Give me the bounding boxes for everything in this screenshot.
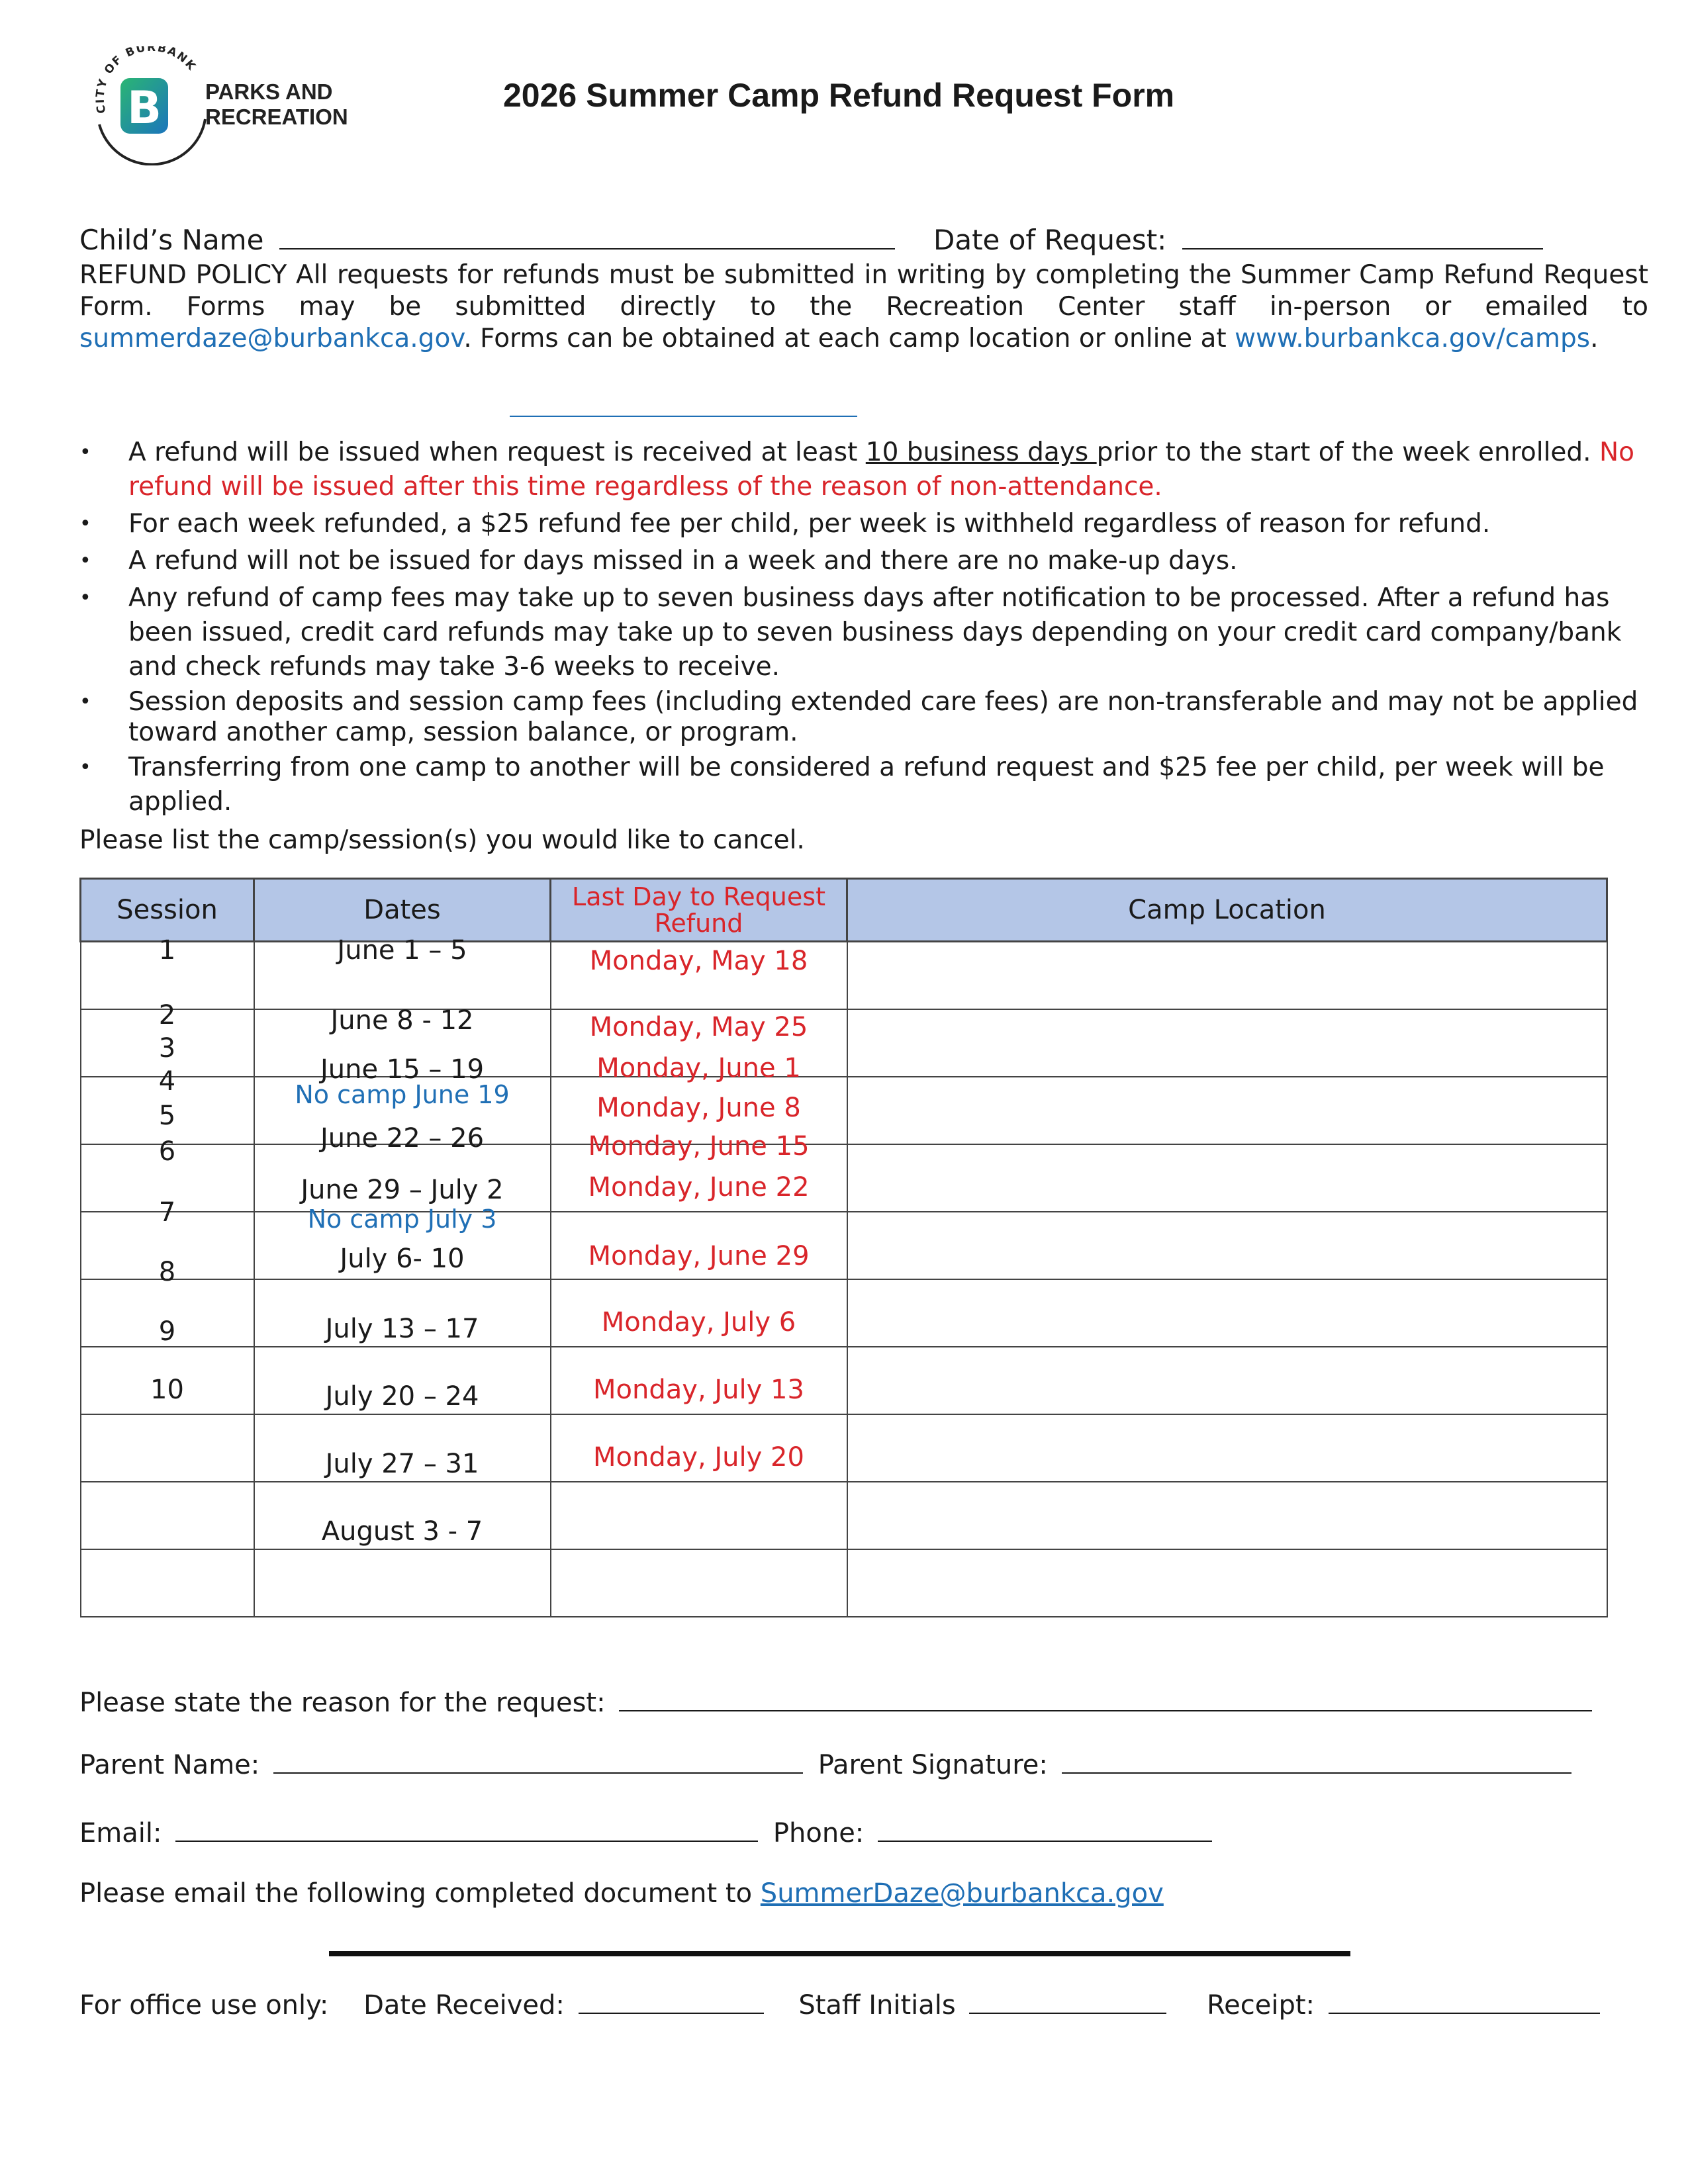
- org-line1: PARKS AND: [205, 79, 333, 104]
- last-day-header: Last Day to Request Refund: [551, 879, 847, 942]
- deadline-cell: [551, 1077, 847, 1161]
- date-of-request-input-line[interactable]: [1182, 224, 1543, 250]
- phone-label: Phone:: [773, 1818, 865, 1848]
- session-dates: July 27 – 31: [325, 1449, 479, 1479]
- session-cell[interactable]: [81, 1549, 254, 1617]
- reason-label: Please state the reason for the request:: [79, 1688, 606, 1718]
- session-cell[interactable]: [81, 1414, 254, 1482]
- table-row: [81, 1279, 1607, 1347]
- policy-text-2: . Forms can be obtained at each camp location or online at: [463, 324, 1235, 353]
- session-number: 6: [158, 1136, 176, 1167]
- camp-location-cell[interactable]: [847, 1549, 1607, 1617]
- bullet-item: • A refund will be issued when request is received at least 10 business days prior to the start of the week enrolled. No refund will be issued after this time regardless of the reason of non-attendance.: [79, 435, 1648, 504]
- phone-input-line[interactable]: [878, 1817, 1212, 1842]
- child-name-input-line[interactable]: [279, 224, 895, 250]
- deadline-cell: [551, 1347, 847, 1414]
- child-name-field[interactable]: [79, 224, 895, 256]
- contact-fields: [79, 1817, 1212, 1848]
- receipt-label: Receipt:: [1207, 1990, 1315, 2021]
- session-number: 8: [158, 1257, 176, 1287]
- no-camp-note: No camp June 19: [295, 1080, 510, 1109]
- no-refund-warning: No refund will be issued after this time regardless of the reason of non-attendance.: [128, 437, 1635, 502]
- location-header: Camp Location: [847, 879, 1607, 942]
- date-received-label: Date Received:: [363, 1990, 565, 2021]
- refund-deadline: Monday, July 6: [601, 1307, 796, 1338]
- policy-text-3: .: [1590, 324, 1599, 353]
- session-number: 1: [158, 935, 176, 966]
- deadline-cell[interactable]: [551, 1482, 847, 1549]
- receipt-input-line[interactable]: [1329, 1989, 1600, 2014]
- bullet-item: • Transferring from one camp to another will be considered a refund request and $25 fee per child, per week will be applied.: [79, 751, 1648, 819]
- divider: [329, 1951, 1350, 1956]
- refund-deadline: Monday, July 13: [593, 1375, 804, 1405]
- office-use-label: For office use only:: [79, 1990, 329, 2021]
- table-row: [81, 1482, 1607, 1549]
- bullet-item: • Any refund of camp fees may take up to seven business days after notification to be processed. After a refund has been issued, credit card refunds may take up to seven business days depending on your credit card company/bank and check refunds may take 3-6 weeks to receive.: [79, 581, 1648, 684]
- table-row: [81, 942, 1607, 1010]
- date-of-request-label: Date of Request:: [933, 224, 1167, 256]
- dates-cell: [254, 935, 551, 1010]
- table-row: [81, 1009, 1607, 1077]
- email-instruction-text: Please email the following completed document to: [79, 1878, 761, 1909]
- session-number: 4: [158, 1066, 176, 1097]
- session-number: 5: [158, 1101, 176, 1131]
- refund-policy-paragraph: [79, 259, 1648, 355]
- child-name-label: Child’s Name: [79, 224, 264, 256]
- camp-sessions-table: [79, 878, 1608, 1617]
- burbank-logo-icon: [79, 46, 357, 165]
- summerdaze-email-link[interactable]: SummerDaze@burbankca.gov: [760, 1878, 1164, 1909]
- date-of-request-field[interactable]: [933, 224, 1543, 256]
- page-title: 2026 Summer Camp Refund Request Form: [503, 77, 1175, 114]
- camp-location-cell[interactable]: [847, 1279, 1607, 1347]
- refund-deadline: Monday, June 22: [588, 1172, 810, 1203]
- staff-initials-input-line[interactable]: [969, 1989, 1166, 2014]
- refund-deadline: Monday, May 25: [589, 1012, 808, 1042]
- refund-deadline: Monday, June 29: [588, 1241, 810, 1271]
- email-input-line[interactable]: [175, 1817, 758, 1842]
- session-dates: June 1 – 5: [337, 935, 467, 966]
- dates-cell: [254, 1414, 551, 1482]
- camp-location-cell[interactable]: [847, 1212, 1607, 1279]
- dates-cell[interactable]: [254, 1549, 551, 1617]
- policy-text: REFUND POLICY All requests for refunds must be submitted in writing by completing the Summer Camp Refund Request Form. Forms may be submitted directly to the Recreation Center staff in-person or emailed to: [79, 260, 1648, 322]
- session-dates: July 6- 10: [340, 1244, 465, 1274]
- parent-signature-input-line[interactable]: [1062, 1749, 1571, 1774]
- session-number: 2: [158, 1000, 176, 1030]
- camp-location-cell[interactable]: [847, 1077, 1607, 1144]
- dates-cell: [254, 1005, 551, 1085]
- divider: [510, 416, 857, 417]
- city-logo: [79, 46, 357, 165]
- dates-cell: [254, 1144, 551, 1234]
- camp-location-cell[interactable]: [847, 1144, 1607, 1212]
- bullet-item: • A refund will not be issued for days missed in a week and there are no make-up days.: [79, 544, 1648, 578]
- reason-field[interactable]: [79, 1686, 1592, 1718]
- policy-email-link[interactable]: summerdaze@burbankca.gov: [79, 324, 464, 353]
- date-received-input-line[interactable]: [579, 1989, 764, 2014]
- camp-location-cell[interactable]: [847, 1009, 1607, 1077]
- email-label: Email:: [79, 1818, 162, 1848]
- logo-letter: B: [127, 82, 162, 134]
- session-cell: [81, 1279, 254, 1347]
- table-row: [81, 1414, 1607, 1482]
- table-header-row: [81, 879, 1607, 942]
- org-line2: RECREATION: [205, 105, 348, 129]
- camp-location-cell[interactable]: [847, 1414, 1607, 1482]
- session-dates: June 8 - 12: [330, 1005, 474, 1036]
- refund-deadline: Monday, June 1: [596, 1053, 801, 1083]
- session-cell: [81, 935, 254, 1010]
- refund-deadline: Monday, May 18: [589, 946, 808, 976]
- session-cell[interactable]: [81, 1482, 254, 1549]
- deadline-cell: [551, 942, 847, 1010]
- dates-cell: [254, 1482, 551, 1549]
- parent-name-input-line[interactable]: [273, 1749, 803, 1774]
- camp-location-cell[interactable]: [847, 942, 1607, 1010]
- parent-signature-label: Parent Signature:: [818, 1750, 1048, 1780]
- deadline-cell: [551, 1009, 847, 1083]
- no-camp-note: No camp July 3: [307, 1205, 497, 1234]
- refund-deadline: Monday, July 20: [593, 1442, 804, 1473]
- session-dates: June 29 – July 2: [301, 1175, 504, 1205]
- table-row: [81, 1347, 1607, 1414]
- office-use-row: [79, 1989, 1600, 2021]
- policy-bullet-list: [79, 435, 1648, 822]
- session-dates: August 3 - 7: [321, 1516, 483, 1547]
- parent-fields: [79, 1749, 1571, 1780]
- camp-location-cell[interactable]: [847, 1482, 1607, 1549]
- deadline-cell: [551, 1414, 847, 1482]
- deadline-cell[interactable]: [551, 1549, 847, 1617]
- session-dates: July 20 – 24: [325, 1381, 479, 1412]
- refund-deadline: Monday, June 15: [588, 1131, 810, 1161]
- session-number: 10: [150, 1375, 184, 1405]
- session-dates: June 22 – 26: [320, 1123, 485, 1154]
- reason-input-line[interactable]: [619, 1686, 1592, 1711]
- deadline-cell: [551, 1279, 847, 1347]
- table-row: [81, 1077, 1607, 1144]
- session-number: 7: [158, 1197, 176, 1228]
- dates-header: Dates: [254, 879, 551, 942]
- list-prompt: Please list the camp/session(s) you would like to cancel.: [79, 825, 805, 855]
- bullet-item: • For each week refunded, a $25 refund fee per child, per week is withheld regardless of reason for refund.: [79, 507, 1648, 541]
- policy-url-link[interactable]: www.burbankca.gov/camps: [1235, 324, 1591, 353]
- session-number: 3: [158, 1033, 176, 1064]
- logo-arc-text: CITY OF BURBANK: [93, 46, 199, 115]
- parent-name-label: Parent Name:: [79, 1750, 260, 1780]
- underlined-phrase: 10 business days: [865, 437, 1097, 467]
- session-header: Session: [81, 879, 254, 942]
- session-number: 9: [158, 1316, 176, 1347]
- camp-location-cell[interactable]: [847, 1347, 1607, 1414]
- email-instruction: [79, 1878, 1164, 1909]
- dates-cell: [254, 1279, 551, 1347]
- refund-deadline: Monday, June 8: [596, 1093, 801, 1123]
- bullet-item: • Session deposits and session camp fees (including extended care fees) are non-transferable and may not be applied toward another camp, session balance, or program.: [79, 687, 1648, 748]
- session-dates: July 13 – 17: [325, 1314, 479, 1344]
- table-row: [81, 1549, 1607, 1617]
- staff-initials-label: Staff Initials: [798, 1990, 956, 2021]
- session-dates: June 15 – 19: [320, 1054, 485, 1085]
- session-cell: [81, 1347, 254, 1414]
- session-cell: [81, 1000, 254, 1097]
- dates-cell: [254, 1347, 551, 1414]
- dates-cell: [254, 1077, 551, 1154]
- deadline-cell: [551, 1212, 847, 1279]
